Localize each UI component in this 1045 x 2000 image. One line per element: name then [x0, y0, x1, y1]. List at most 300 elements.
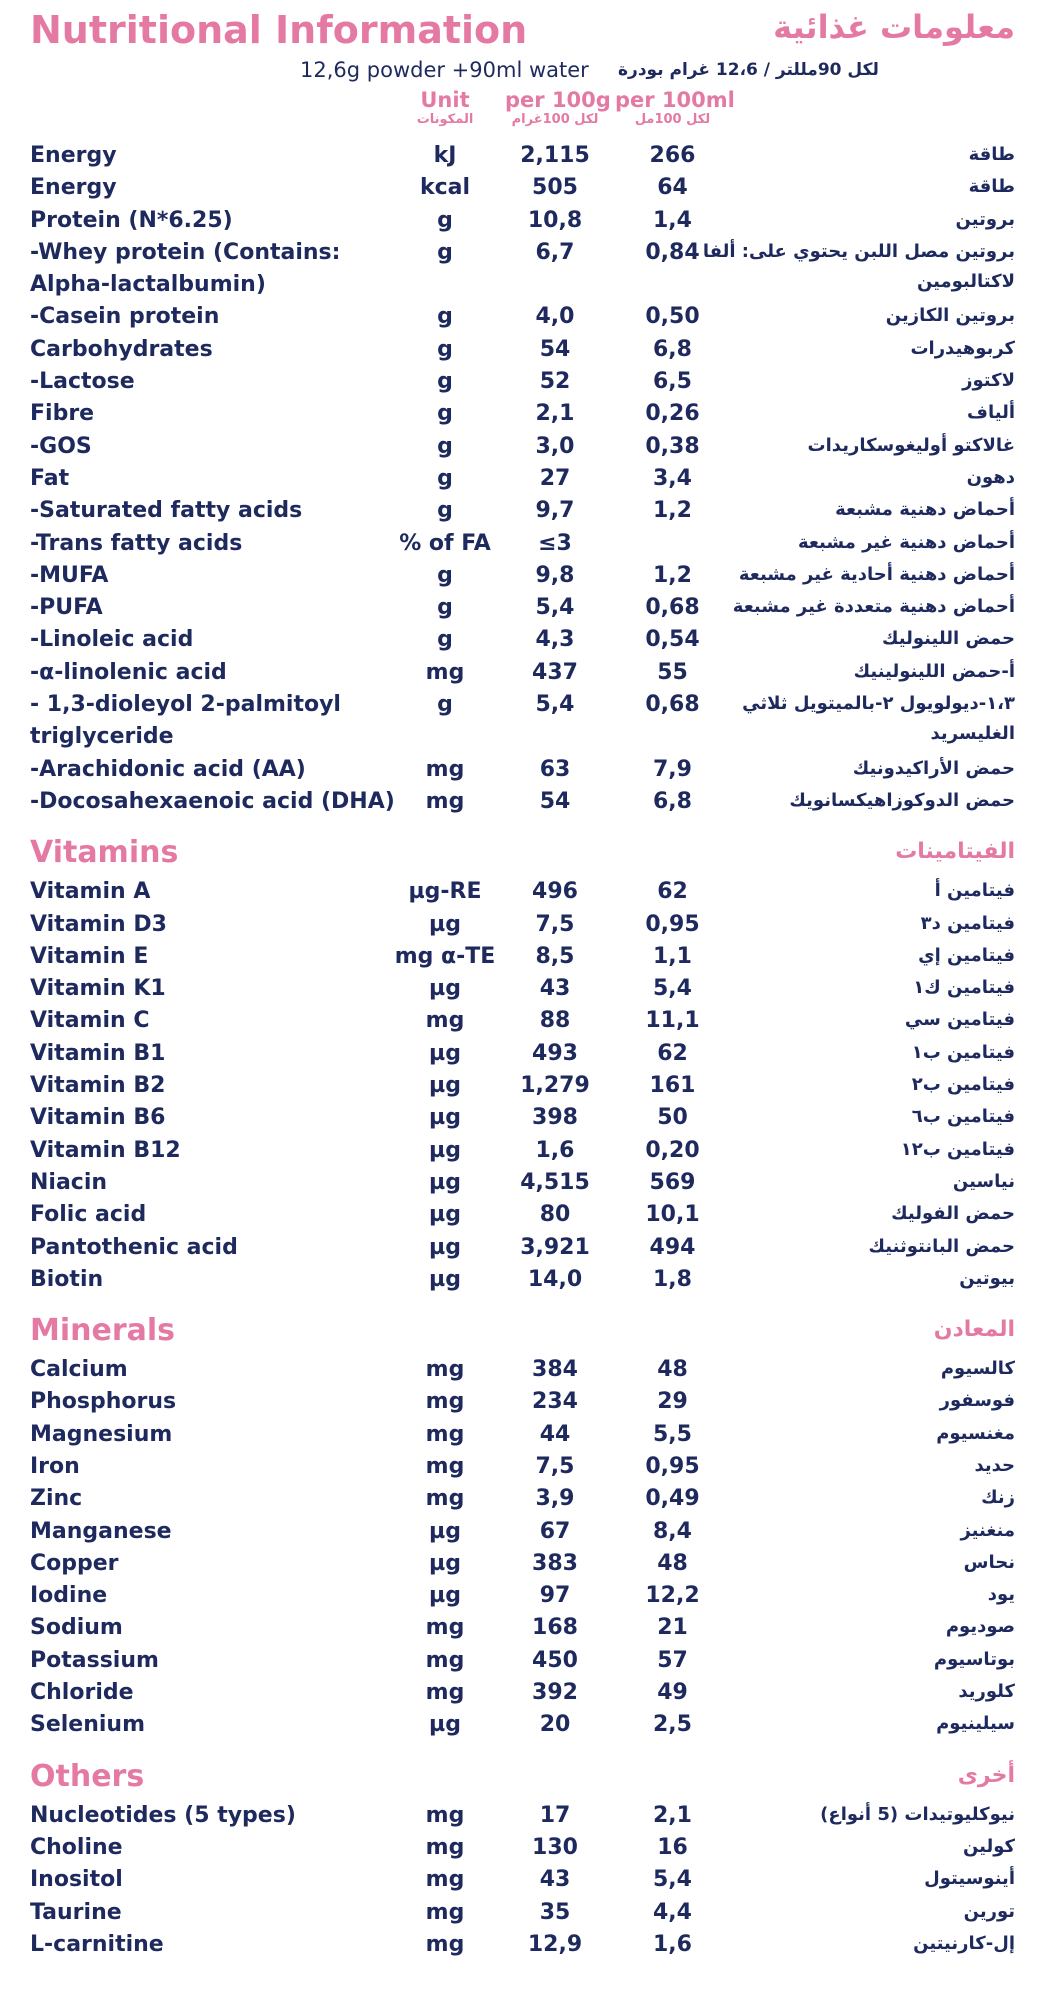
nutrient-name-arabic: نياسين: [952, 1170, 1015, 1192]
nutrient-name-arabic: بروتين الكازين: [885, 305, 1015, 327]
section-title-arabic: أخرى: [957, 1762, 1015, 1788]
value-per-100ml: 5,5: [653, 1421, 692, 1447]
nutrient-unit: g: [437, 627, 453, 653]
value-per-100ml: 1,2: [653, 562, 692, 588]
value-per-100g: 9,7: [535, 498, 575, 524]
nutrient-name: Vitamin C: [30, 1008, 150, 1034]
nutrient-name: -Arachidonic acid (AA): [30, 756, 306, 782]
nutrient-name-arabic: لاكتوز: [962, 370, 1015, 392]
nutrient-row: [0, 754, 1045, 786]
value-per-100g: 97: [539, 1583, 571, 1609]
nutrient-unit: µg: [429, 911, 461, 937]
value-per-100ml: 0,20: [645, 1137, 700, 1163]
nutrient-unit: µg: [429, 1073, 461, 1099]
header-per-100g-arabic: لكل 100غرام: [511, 112, 599, 127]
value-per-100g: 2,115: [520, 143, 590, 168]
nutrient-row: [0, 172, 1045, 204]
nutrient-row: [0, 1451, 1045, 1483]
nutrient-name: Vitamin B12: [30, 1137, 181, 1163]
value-per-100ml: 21: [657, 1615, 688, 1641]
nutrient-unit: mg: [425, 1389, 465, 1415]
nutrient-row: [0, 398, 1045, 430]
nutrient-name: Vitamin E: [30, 943, 149, 969]
value-per-100ml: 6,8: [653, 336, 692, 362]
nutrient-row: [0, 1483, 1045, 1515]
nutrient-name: Vitamin B1: [30, 1040, 166, 1066]
value-per-100g: 8,5: [535, 943, 575, 969]
nutrient-name-arabic: حمض البانتوثنيك: [868, 1235, 1015, 1257]
nutrient-name: Vitamin A: [30, 879, 151, 905]
value-per-100g: 3,921: [520, 1234, 590, 1260]
nutrient-unit: µg: [429, 1550, 461, 1576]
header-unit: [395, 88, 495, 128]
nutrient-row: [0, 1419, 1045, 1451]
nutrient-unit: µg: [429, 1105, 461, 1131]
nutrient-name-arabic: حمض الدوكوزاهيكسانويك: [789, 789, 1015, 811]
value-per-100g: 493: [532, 1040, 578, 1066]
title-english: Nutritional Information: [30, 8, 528, 52]
nutrient-name-arabic: حديد: [974, 1454, 1015, 1476]
nutrient-unit: g: [437, 401, 453, 427]
nutrient-unit: kJ: [433, 143, 457, 168]
nutrient-name-arabic: كولين: [962, 1835, 1015, 1857]
nutrient-row: [0, 1832, 1045, 1864]
nutrient-row: [0, 431, 1045, 463]
value-per-100ml: 0,54: [645, 627, 700, 653]
nutrient-name: -Casein protein: [30, 304, 220, 330]
value-per-100ml: 0,38: [645, 433, 700, 459]
nutrient-unit: mg: [425, 1899, 465, 1925]
nutrient-name-arabic: نحاس: [963, 1551, 1015, 1573]
value-per-100ml: 12,2: [645, 1583, 700, 1609]
nutrient-row: [0, 1167, 1045, 1199]
value-per-100g: 6,7: [535, 239, 575, 265]
value-per-100ml: 57: [657, 1647, 688, 1673]
value-per-100g: 63: [539, 756, 571, 782]
value-per-100ml: 62: [657, 879, 688, 905]
value-per-100ml: 3,4: [653, 465, 692, 491]
nutrient-unit: g: [437, 433, 453, 459]
nutrient-unit: µg: [429, 1234, 461, 1260]
value-per-100g: 234: [532, 1389, 578, 1415]
nutrient-unit: mg: [425, 1615, 465, 1641]
value-per-100ml: 5,4: [653, 976, 692, 1002]
nutrient-name-arabic: ألياف: [967, 402, 1015, 424]
nutrient-name-arabic: أ-حمض اللينولينيك: [853, 660, 1015, 682]
value-per-100g: 383: [532, 1550, 578, 1576]
value-per-100g: 35: [539, 1899, 571, 1925]
header-unit-arabic: المكونات: [416, 112, 474, 127]
nutrient-row: [0, 1548, 1045, 1580]
value-per-100g: 54: [539, 336, 571, 362]
nutrient-name-arabic: أحماض دهنية متعددة غير مشبعة: [732, 596, 1015, 618]
value-per-100ml: 2,1: [653, 1802, 692, 1828]
nutrient-row: [0, 1386, 1045, 1418]
section-header: [0, 1742, 1045, 1800]
value-per-100g: 14,0: [527, 1266, 583, 1292]
nutrient-row: [0, 624, 1045, 656]
header-unit-english: Unit: [420, 88, 470, 112]
nutrient-name: -Lactose: [30, 369, 135, 395]
nutrient-name: Selenium: [30, 1712, 146, 1738]
value-per-100g: 10,8: [527, 207, 583, 233]
section-title-arabic: الفيتامينات: [895, 839, 1015, 865]
nutrient-unit: % of FA: [399, 530, 491, 556]
value-per-100g: 4,515: [520, 1169, 590, 1195]
nutrient-name-arabic: ١،٣-ديولويول ٢-بالميتويل ثلاثي الغليسريد: [742, 693, 1015, 745]
value-per-100g: 3,0: [535, 433, 575, 459]
value-per-100g: 398: [532, 1105, 578, 1131]
nutrient-name-arabic: طاقة: [968, 176, 1015, 198]
nutrient-row: [0, 463, 1045, 495]
nutrient-unit: µg-RE: [408, 879, 482, 905]
nutrient-name-arabic: فيتامين إي: [918, 944, 1015, 966]
value-per-100g: 7,5: [535, 911, 575, 937]
value-per-100ml: 0,49: [645, 1486, 700, 1512]
value-per-100ml: 50: [657, 1105, 688, 1131]
value-per-100ml: 0,68: [645, 595, 700, 621]
nutrient-row: [0, 689, 1045, 754]
nutrient-name-arabic: أحماض دهنية غير مشبعة: [797, 531, 1015, 553]
nutrient-row: [0, 592, 1045, 624]
nutrient-name: Manganese: [30, 1518, 172, 1544]
nutrient-unit: µg: [429, 1518, 461, 1544]
value-per-100g: 80: [539, 1202, 571, 1228]
nutrient-unit: mg: [425, 1357, 465, 1383]
value-per-100ml: 1,8: [653, 1266, 692, 1292]
nutrient-row: [0, 1070, 1045, 1102]
nutrient-name-arabic: سيلينيوم: [936, 1713, 1015, 1735]
value-per-100g: 1,6: [535, 1137, 575, 1163]
nutrient-row: [0, 205, 1045, 237]
value-per-100g: 505: [532, 175, 578, 201]
nutrient-row: [0, 941, 1045, 973]
nutrient-table: [0, 140, 1045, 1961]
nutrient-unit: g: [437, 304, 453, 330]
value-per-100g: 44: [539, 1421, 571, 1447]
value-per-100g: 450: [532, 1647, 578, 1673]
nutrient-unit: g: [437, 692, 453, 718]
nutrient-unit: mg: [425, 1867, 465, 1893]
value-per-100g: 392: [532, 1680, 578, 1706]
nutrient-name-arabic: فيتامين ب٢: [911, 1074, 1015, 1096]
nutrient-name: -PUFA: [30, 595, 103, 621]
value-per-100ml: 161: [649, 1073, 696, 1099]
nutrient-row: [0, 1864, 1045, 1896]
value-per-100ml: 6,5: [653, 369, 692, 395]
nutrient-name: Pantothenic acid: [30, 1234, 238, 1260]
nutrient-name-arabic: بوتاسيوم: [933, 1648, 1015, 1670]
nutrient-row: [0, 1232, 1045, 1264]
nutrient-row: [0, 334, 1045, 366]
value-per-100ml: 0,95: [645, 1453, 700, 1479]
nutrient-name: Vitamin B6: [30, 1105, 166, 1131]
nutrient-name: Choline: [30, 1834, 123, 1860]
value-per-100g: 5,4: [535, 692, 575, 718]
nutrient-unit: mg: [425, 1931, 465, 1957]
value-per-100g: 20: [539, 1712, 571, 1738]
nutrient-row: [0, 1709, 1045, 1741]
nutrient-name-arabic: أحماض دهنية مشبعة: [835, 499, 1015, 521]
value-per-100ml: 1,1: [653, 943, 692, 969]
nutrient-name: Vitamin K1: [30, 976, 166, 1002]
header-per-100ml-arabic: لكل 100مل: [634, 112, 711, 127]
nutrient-name: Fat: [30, 465, 70, 491]
value-per-100g: 3,9: [535, 1486, 575, 1512]
value-per-100g: 5,4: [535, 595, 575, 621]
section-header: [0, 818, 1045, 876]
nutrient-name-arabic: زنك: [981, 1487, 1015, 1509]
value-per-100ml: 2,5: [653, 1712, 692, 1738]
nutrient-name: -Docosahexaenoic acid (DHA): [30, 788, 395, 814]
nutrient-name-arabic: أحماض دهنية أحادية غير مشبعة: [738, 563, 1015, 585]
nutrient-name: -Whey protein (Contains: Alpha-lactalbumin): [30, 239, 341, 297]
value-per-100g: 67: [539, 1518, 571, 1544]
value-per-100ml: 11,1: [645, 1008, 700, 1034]
nutrient-row: [0, 973, 1045, 1005]
value-per-100ml: 48: [657, 1357, 688, 1383]
nutrient-name: Energy: [30, 175, 117, 201]
nutrient-unit: µg: [429, 1169, 461, 1195]
section-title-english: Others: [30, 1758, 145, 1794]
nutrient-name: Carbohydrates: [30, 336, 213, 362]
nutrient-name-arabic: إل-كارنيتين: [913, 1932, 1015, 1954]
section-title-english: Vitamins: [30, 835, 179, 871]
nutrient-unit: µg: [429, 1040, 461, 1066]
nutrient-unit: mg: [425, 1008, 465, 1034]
nutrient-row: [0, 1516, 1045, 1548]
nutrient-name: Niacin: [30, 1169, 108, 1195]
nutrient-name: Potassium: [30, 1647, 159, 1673]
value-per-100g: 168: [532, 1615, 578, 1641]
nutrient-unit: g: [437, 336, 453, 362]
value-per-100g: 54: [539, 788, 571, 814]
value-per-100ml: 29: [657, 1389, 688, 1415]
nutrient-name-arabic: كربوهيدرات: [910, 337, 1015, 359]
nutrient-name: Vitamin B2: [30, 1073, 166, 1099]
nutrient-row: [0, 1580, 1045, 1612]
nutrient-name: Biotin: [30, 1266, 104, 1292]
value-per-100ml: 6,8: [653, 788, 692, 814]
nutrient-name-arabic: منغنيز: [960, 1519, 1015, 1541]
nutrient-name-arabic: بروتين: [955, 208, 1015, 230]
nutrient-name: Fibre: [30, 401, 95, 427]
nutrient-unit: g: [437, 498, 453, 524]
nutrient-row: [0, 1199, 1045, 1231]
nutrient-row: [0, 786, 1045, 818]
nutrient-name-arabic: فوسفور: [939, 1390, 1015, 1412]
nutrient-name: Taurine: [30, 1899, 122, 1925]
value-per-100ml: 62: [657, 1040, 688, 1066]
nutrient-name-arabic: كلوريد: [958, 1681, 1015, 1703]
nutrient-row: [0, 876, 1045, 908]
nutrient-name-arabic: يود: [987, 1584, 1015, 1606]
value-per-100ml: 1,2: [653, 498, 692, 524]
nutrient-row: [0, 495, 1045, 527]
nutrient-name-arabic: حمض الأراكيدونيك: [852, 757, 1015, 779]
value-per-100ml: 48: [657, 1550, 688, 1576]
nutrient-row: [0, 1645, 1045, 1677]
nutrient-name: Magnesium: [30, 1421, 173, 1447]
title-arabic: معلومات غذائية: [773, 8, 1015, 46]
nutrient-name: Chloride: [30, 1680, 134, 1706]
nutrient-row: [0, 1897, 1045, 1929]
nutrient-row: [0, 301, 1045, 333]
value-per-100ml: 494: [649, 1234, 696, 1260]
header-per-100g-english: per 100g: [505, 88, 611, 112]
value-per-100g: ≤3: [538, 530, 572, 556]
value-per-100g: 27: [539, 465, 571, 491]
value-per-100ml: 569: [649, 1169, 696, 1195]
nutrient-name: Copper: [30, 1550, 119, 1576]
nutrient-unit: mg α-TE: [394, 943, 496, 969]
nutrient-unit: g: [437, 595, 453, 621]
serving-size-arabic: لكل 90مللتر / 12،6 غرام بودرة: [618, 60, 879, 80]
nutrient-name-arabic: حمض اللينوليك: [882, 628, 1015, 650]
nutrient-name-arabic: طاقة: [968, 144, 1015, 165]
nutrient-name: Nucleotides (5 types): [30, 1802, 296, 1828]
nutrient-name: Iodine: [30, 1583, 108, 1609]
value-per-100ml: 0,26: [645, 401, 700, 427]
nutrient-name-arabic: دهون: [966, 466, 1015, 488]
nutrient-name-arabic: فيتامين ك١: [913, 977, 1015, 999]
value-per-100ml: 1,6: [653, 1931, 692, 1957]
nutrient-unit: mg: [425, 1421, 465, 1447]
nutrient-name-arabic: فيتامين سي: [904, 1009, 1015, 1031]
nutrient-name-arabic: فيتامين د٣: [920, 912, 1015, 934]
value-per-100ml: 7,9: [653, 756, 692, 782]
nutrient-name: Inositol: [30, 1867, 123, 1893]
value-per-100g: 130: [532, 1834, 578, 1860]
nutrient-name-arabic: حمض الفوليك: [891, 1203, 1015, 1225]
nutrient-name: Calcium: [30, 1357, 128, 1383]
nutrient-name-arabic: فيتامين ب٦: [911, 1106, 1015, 1128]
nutrient-name-arabic: غالاكتو أوليغوسكاريدات: [807, 434, 1015, 456]
nutrient-row: [0, 909, 1045, 941]
section-header: [0, 1296, 1045, 1354]
nutrient-name: Zinc: [30, 1486, 83, 1512]
value-per-100g: 384: [532, 1357, 578, 1383]
nutrient-unit: kcal: [419, 175, 471, 201]
nutrient-name: Energy: [30, 143, 117, 168]
nutrient-name: Iron: [30, 1453, 80, 1479]
nutrient-unit: µg: [429, 1583, 461, 1609]
nutrient-unit: µg: [429, 1202, 461, 1228]
nutrient-unit: µg: [429, 1712, 461, 1738]
value-per-100g: 2,1: [535, 401, 575, 427]
nutrient-row: [0, 1354, 1045, 1386]
nutrient-name-arabic: نيوكليوتيدات (5 أنواع): [820, 1803, 1015, 1825]
nutrient-name-arabic: تورين: [963, 1900, 1015, 1922]
nutrient-name: -Saturated fatty acids: [30, 498, 303, 524]
section-title-english: Minerals: [30, 1313, 176, 1349]
nutrient-name: Vitamin D3: [30, 911, 167, 937]
nutrient-unit: g: [437, 369, 453, 395]
nutrient-row: [0, 1135, 1045, 1167]
nutrient-unit: µg: [429, 976, 461, 1002]
nutrient-unit: mg: [425, 1802, 465, 1828]
nutrient-unit: mg: [425, 1680, 465, 1706]
nutrient-row: [0, 237, 1045, 302]
nutrient-unit: mg: [425, 1453, 465, 1479]
value-per-100ml: 16: [657, 1834, 688, 1860]
nutrient-name: - 1,3-dioleyol 2-palmitoyl triglyceride: [30, 692, 341, 750]
value-per-100g: 4,3: [535, 627, 575, 653]
value-per-100g: 43: [539, 976, 571, 1002]
value-per-100ml: 266: [649, 143, 696, 168]
value-per-100g: 43: [539, 1867, 571, 1893]
value-per-100ml: 8,4: [653, 1518, 692, 1544]
nutrient-name-arabic: فيتامين أ: [934, 880, 1015, 902]
nutrient-unit: g: [437, 239, 453, 265]
value-per-100ml: 1,4: [653, 207, 692, 233]
nutrient-row: [0, 1800, 1045, 1832]
value-per-100ml: 49: [657, 1680, 688, 1706]
value-per-100ml: 5,4: [653, 1867, 692, 1893]
nutrient-name: -α-linolenic acid: [30, 659, 227, 685]
nutrient-unit: mg: [425, 788, 465, 814]
nutrient-name-arabic: كالسيوم: [940, 1358, 1015, 1380]
nutrient-name: L-carnitine: [30, 1931, 164, 1957]
value-per-100g: 12,9: [527, 1931, 583, 1957]
nutrient-row: [0, 1929, 1045, 1961]
nutrient-row: [0, 1005, 1045, 1037]
nutrient-name: -Linoleic acid: [30, 627, 194, 653]
nutrient-row: [0, 1264, 1045, 1296]
value-per-100ml: 0,68: [645, 692, 700, 718]
value-per-100ml: 55: [657, 659, 688, 685]
nutrient-name-arabic: فيتامين ب١: [911, 1041, 1015, 1063]
nutrient-unit: g: [437, 465, 453, 491]
nutrient-name-arabic: بروتين مصل اللبن يحتوي على: ألفا لاكتالبومين: [702, 240, 1015, 292]
nutrient-row: [0, 1677, 1045, 1709]
header-per-100ml-english: per 100ml: [615, 88, 735, 112]
nutrient-row: [0, 1038, 1045, 1070]
value-per-100g: 496: [532, 879, 578, 905]
nutrient-unit: µg: [429, 1137, 461, 1163]
nutrient-name: -MUFA: [30, 562, 109, 588]
section-title-arabic: المعادن: [933, 1317, 1015, 1343]
nutrient-unit: mg: [425, 659, 465, 685]
nutrient-row: [0, 140, 1045, 172]
serving-size-english: 12,6g powder +90ml water: [300, 58, 589, 82]
value-per-100ml: 0,50: [645, 304, 700, 330]
nutrient-name: -GOS: [30, 433, 92, 459]
value-per-100ml: 64: [657, 175, 688, 201]
value-per-100g: 88: [539, 1008, 571, 1034]
nutrient-row: [0, 366, 1045, 398]
nutrient-row: [0, 1102, 1045, 1134]
value-per-100g: 9,8: [535, 562, 575, 588]
header-per-100ml: [615, 88, 735, 128]
nutrient-name-arabic: بيوتين: [959, 1267, 1015, 1289]
value-per-100ml: 10,1: [645, 1202, 700, 1228]
value-per-100ml: 0,95: [645, 911, 700, 937]
value-per-100g: 52: [539, 369, 571, 395]
nutrient-unit: mg: [425, 1486, 465, 1512]
value-per-100g: 437: [532, 659, 578, 685]
nutrient-name-arabic: فيتامين ب١٢: [900, 1138, 1015, 1160]
nutrient-name: Phosphorus: [30, 1389, 177, 1415]
nutrient-row: [0, 1612, 1045, 1644]
nutrient-name-arabic: صوديوم: [945, 1616, 1015, 1638]
value-per-100g: 1,279: [520, 1073, 590, 1099]
nutrient-name: Protein (N*6.25): [30, 207, 233, 233]
value-per-100ml: 4,4: [653, 1899, 692, 1925]
nutrient-unit: mg: [425, 756, 465, 782]
nutrient-name: -Trans fatty acids: [30, 530, 243, 556]
nutrient-name: Folic acid: [30, 1202, 147, 1228]
